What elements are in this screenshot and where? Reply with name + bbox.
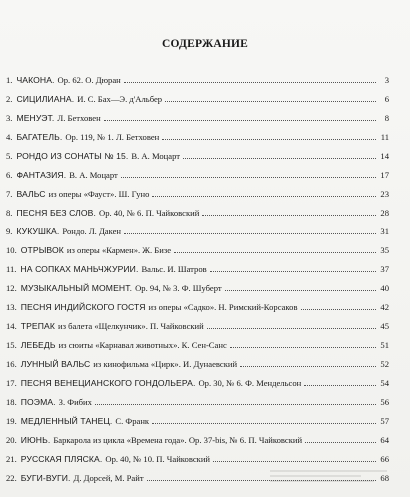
dot-leader (213, 461, 376, 462)
entry-number: 11. (6, 264, 17, 275)
entry-details: из балета «Щелкунчик». П. Чайковский (57, 321, 204, 332)
entry-details: Ор. 40, № 6. П. Чайковский (99, 207, 200, 218)
dot-leader (202, 215, 376, 216)
entry-page-number: 57 (380, 415, 389, 426)
toc-entry (6, 445, 389, 464)
dot-leader (124, 233, 376, 234)
entry-details: Ор. 119, № 1. Л. Бетховен (65, 131, 160, 142)
entry-title: ТРЕПАК (20, 321, 55, 332)
entry-details: В. А. Моцарт (131, 150, 181, 161)
entry-details: Л. Бетховен (57, 112, 101, 123)
entry-number: 9. (6, 226, 13, 237)
entry-number: 6. (6, 169, 13, 180)
entry-page-number: 3 (384, 74, 389, 85)
entry-number: 4. (6, 131, 13, 142)
toc-entry (6, 218, 389, 237)
entry-page-number: 11 (380, 131, 389, 142)
entry-number: 3. (6, 112, 13, 123)
toc-entry (6, 104, 389, 123)
dot-leader (304, 385, 376, 386)
toc-entry (6, 312, 389, 331)
entry-title: РУССКАЯ ПЛЯСКА. (20, 453, 103, 464)
toc-entry (6, 161, 389, 180)
entry-title: ЛЕБЕДЬ (20, 340, 56, 351)
entry-page-number: 64 (380, 434, 389, 445)
entry-details: С. Франк (115, 415, 150, 426)
entry-page-number: 45 (380, 321, 389, 332)
toc-entry (6, 293, 389, 312)
entry-page-number: 52 (380, 359, 389, 369)
dot-leader (162, 139, 376, 140)
dot-leader (210, 271, 376, 272)
toc-entry (6, 369, 389, 388)
entry-number: 17. (6, 377, 17, 388)
toc-entry (6, 199, 389, 218)
entry-page-number: 66 (380, 453, 389, 464)
dot-leader (230, 347, 376, 348)
entry-number: 18. (6, 396, 17, 407)
entry-details: Рондо. Л. Дакен (62, 226, 121, 237)
entry-title: ПЕСНЯ ВЕНЕЦИАНСКОГО ГОНДОЛЬЕРА. (20, 377, 196, 388)
toc-entry (6, 426, 389, 445)
entry-number: 1. (6, 74, 13, 85)
dot-leader (121, 177, 376, 178)
entry-number: 12. (6, 283, 17, 294)
entry-page-number: 31 (380, 226, 389, 237)
entry-title: ВАЛЬС (16, 188, 46, 199)
toc-entry (6, 274, 389, 293)
entry-title: ОТРЫВОК (20, 245, 64, 256)
entry-title: РОНДО ИЗ СОНАТЫ № 15. (16, 150, 129, 161)
entry-page-number: 8 (384, 112, 389, 123)
entry-title: МУЗЫКАЛЬНЫЙ МОМЕНТ. (20, 283, 133, 294)
toc-entry (6, 236, 389, 255)
entry-title: МЕДЛЕННЫЙ ТАНЕЦ. (20, 415, 113, 426)
entry-page-number: 51 (380, 340, 389, 351)
toc-entry (6, 331, 389, 350)
entry-page-number: 6 (384, 93, 389, 104)
entry-number: 13. (6, 302, 17, 313)
entry-number: 8. (6, 207, 13, 218)
contents-heading: СОДЕРЖАНИЕ (161, 38, 249, 50)
entry-page-number: 40 (380, 283, 389, 294)
entry-details: Д. Дорсей, М. Райт (73, 472, 144, 483)
entry-title: НА СОПКАХ МАНЬЧЖУРИИ. (20, 264, 139, 275)
entry-details: З. Фибих (58, 396, 92, 407)
entry-page-number: 23 (380, 188, 389, 199)
toc-entry (6, 123, 389, 142)
entry-details: из сюиты «Карнавал животных». К. Сен-Санс (58, 340, 227, 351)
entry-page-number: 42 (380, 302, 389, 313)
toc-entry (6, 66, 389, 85)
contents-list (6, 66, 389, 483)
entry-details: В. А. Моцарт (69, 169, 118, 180)
entry-page-number: 28 (380, 207, 389, 218)
toc-entry (6, 85, 389, 104)
entry-title: ПОЭМА. (20, 396, 56, 407)
dot-leader (95, 404, 376, 405)
entry-page-number: 37 (380, 264, 389, 275)
entry-number: 19. (6, 415, 17, 426)
entry-title: МЕНУЭТ. (16, 112, 55, 123)
entry-page-number: 68 (380, 472, 389, 483)
entry-title: ПЕСНЯ ИНДИЙСКОГО ГОСТЯ (20, 302, 146, 313)
entry-title: ФАНТАЗИЯ. (16, 169, 67, 180)
toc-entry (6, 255, 389, 274)
toc-entry (6, 142, 389, 161)
entry-number: 7. (6, 188, 13, 199)
entry-number: 14. (6, 321, 17, 332)
entry-details: из кинофильма «Цирк». И. Дунаевский (93, 359, 238, 369)
entry-number: 20. (6, 434, 17, 445)
entry-title: ПЕСНЯ БЕЗ СЛОВ. (16, 207, 96, 218)
entry-number: 22. (6, 472, 17, 483)
dot-leader (165, 101, 376, 102)
entry-number: 10. (6, 245, 17, 256)
entry-number: 15. (6, 340, 17, 351)
entry-page-number: 35 (380, 245, 389, 256)
entry-page-number: 56 (380, 396, 389, 407)
dot-leader (301, 309, 376, 310)
entry-details: из оперы «Кармен». Ж. Бизе (66, 245, 172, 256)
dot-leader (124, 82, 376, 83)
entry-page-number: 54 (380, 377, 389, 388)
entry-title: БУГИ-ВУГИ. (20, 472, 71, 483)
entry-details: из оперы «Фауст». Ш. Гуно (48, 188, 150, 199)
dot-leader (240, 366, 376, 367)
entry-title: ЛУННЫЙ ВАЛЬС (20, 359, 91, 369)
toc-entry (6, 180, 389, 199)
toc-entry (6, 388, 389, 407)
entry-title: СИЦИЛИАНА. (16, 93, 75, 104)
entry-number: 5. (6, 150, 13, 161)
dot-leader (152, 423, 376, 424)
entry-details: И. С. Бах—Э. д'Альбер (77, 93, 163, 104)
dot-leader (174, 252, 376, 253)
entry-number: 21. (6, 453, 17, 464)
entry-details: Ор. 94, № 3. Ф. Шуберт (135, 283, 222, 294)
dot-leader (152, 196, 376, 197)
toc-entry (6, 407, 389, 426)
entry-details: из оперы «Садко». Н. Римский-Корсаков (148, 302, 298, 313)
entry-title: ЧАКОНА. (16, 74, 55, 85)
entry-number: 2. (6, 93, 13, 104)
dot-leader (207, 328, 376, 329)
entry-page-number: 14 (380, 150, 389, 161)
entry-title: ИЮНЬ. (20, 434, 51, 445)
entry-title: КУКУШКА. (16, 226, 60, 237)
entry-details: Вальс. И. Шатров (141, 264, 207, 275)
entry-details: Ор. 40, № 10. П. Чайковский (105, 453, 211, 464)
entry-page-number: 17 (380, 169, 389, 180)
entry-details: Ор. 62. О. Дюран (57, 74, 121, 85)
dot-leader (305, 442, 376, 443)
entry-details: Баркарола из цикла «Времена года». Ор. 37-bis, № 6. П. Чайковский (53, 434, 303, 445)
entry-number: 16. (6, 359, 17, 369)
dot-leader (225, 290, 376, 291)
entry-title: БАГАТЕЛЬ. (16, 131, 63, 142)
entry-details: Ор. 30, № 6. Ф. Мендельсон (198, 377, 302, 388)
bleed-through-text (270, 470, 400, 490)
toc-entry (6, 350, 389, 369)
dot-leader (104, 120, 376, 121)
dot-leader (183, 158, 376, 159)
